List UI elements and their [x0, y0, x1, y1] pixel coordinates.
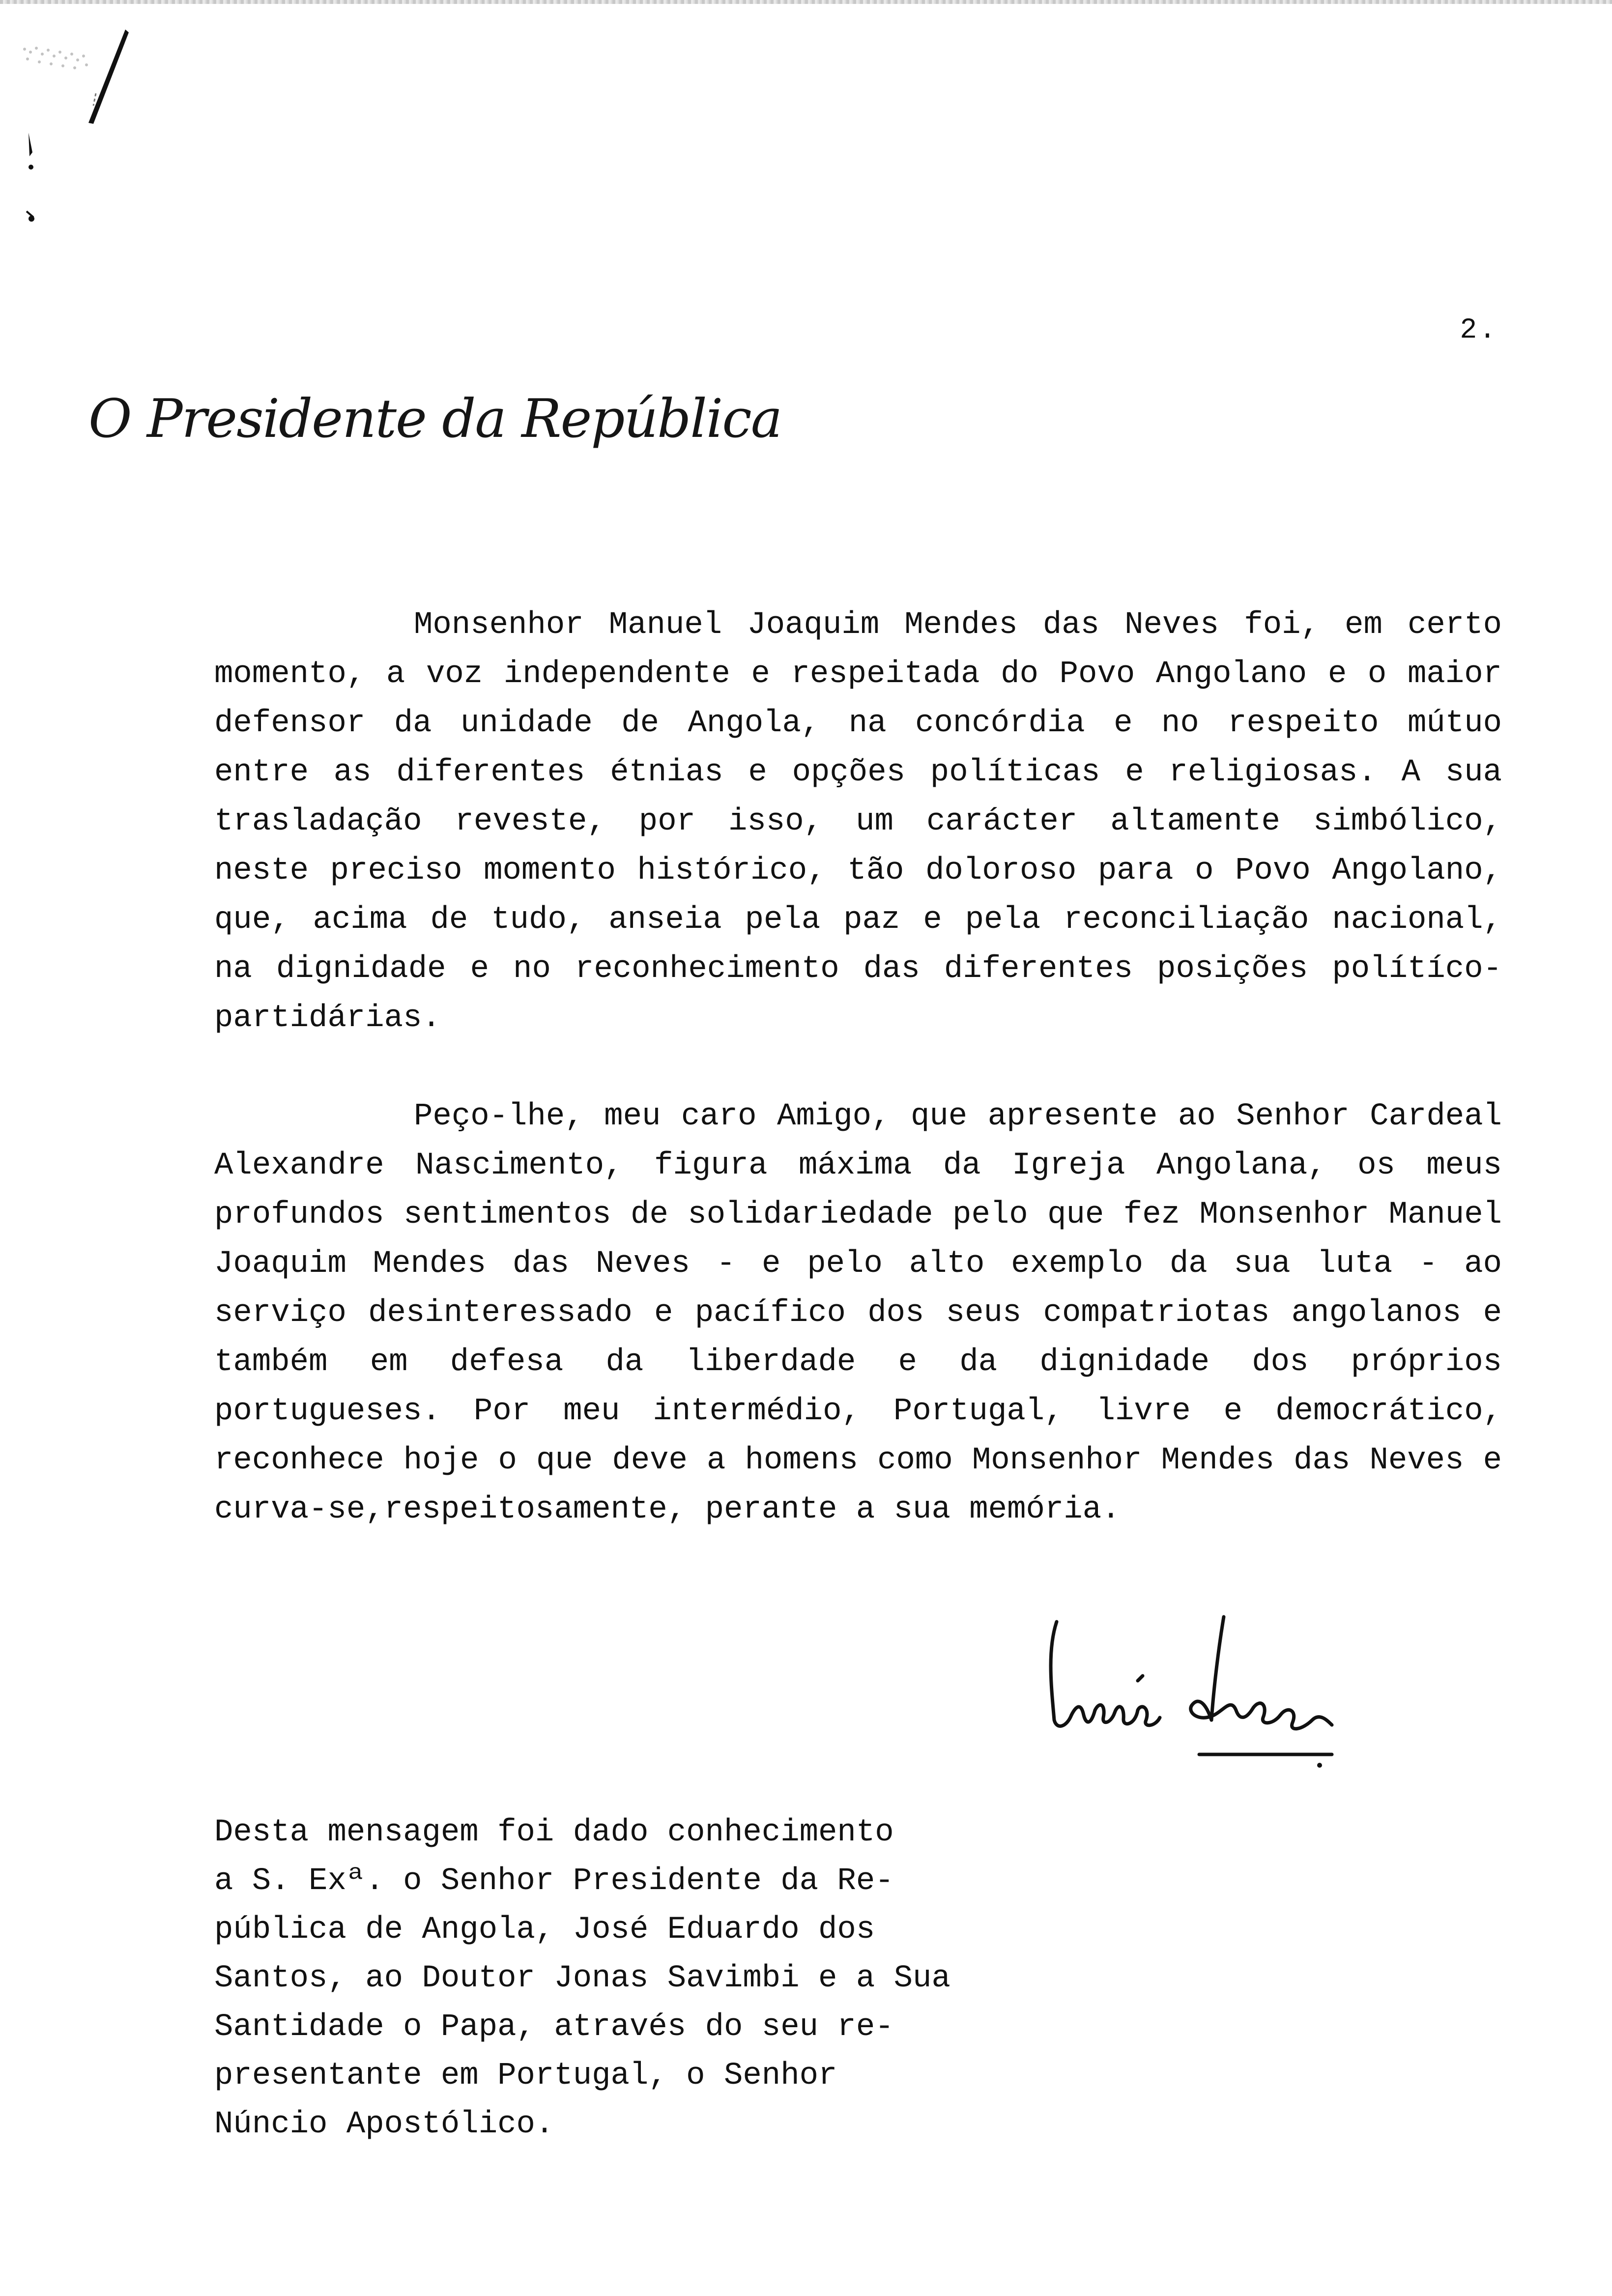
distribution-note [214, 1808, 1050, 2149]
handwritten-signature [1037, 1607, 1342, 1769]
body-paragraph: Peço-lhe, meu caro Amigo, que apresente ao Senhor Cardeal Alexandre Nascimento, figura máxima da Igreja Angolana, os meus profundos sentimentos de solidariedade pelo que fez Monsenhor Manuel Joaquim Mendes das Neves - e pelo alto exemplo da sua luta - ao serviço desinteressado e pacífico dos seus compatriotas angolanos e também em defesa da liberdade e da dignidade dos próprios portugueses. Por meu intermédio, Portugal, livre e democrático, reconhece hoje o que deve a homens como Monsenhor Mendes das Neves e curva-se,respeitosamente, perante a sua memória. [214, 1099, 1502, 1527]
distribution-note-line: a S. Exª. o Senhor Presidente da Re- [214, 1864, 894, 1899]
letterhead-script: O Presidente da República [88, 388, 782, 450]
body-paragraph: Monsenhor Manuel Joaquim Mendes das Neves foi, em certo momento, a voz independente e respeitada do Povo Angolano e o maior defensor da unidade de Angola, na concórdia e no respeito mútuo entre as diferentes étnias e opções políticas e religiosas. A sua trasladação reveste, por isso, um carácter altamente simbólico, neste preciso momento histórico, tão doloroso para o Povo Angolano, que, acima de tudo, anseia pela paz e pela reconciliação nacional, na dignidade e no reconhecimento das diferentes posições polítíco-partidárias. [214, 607, 1502, 1036]
distribution-note-line: presentante em Portugal, o Senhor [214, 2058, 837, 2094]
distribution-note-line: pública de Angola, José Eduardo dos [214, 1912, 875, 1948]
distribution-note-line: Santidade o Papa, através do seu re- [214, 2009, 894, 2045]
scan-corner-marks [15, 20, 143, 241]
letterhead [88, 388, 782, 457]
distribution-note-line: Santos, ao Doutor Jonas Savimbi e a Sua [214, 1961, 950, 1996]
distribution-note-line: Desta mensagem foi dado conhecimento [214, 1815, 894, 1850]
scan-edge-artifact [0, 0, 1612, 4]
page-number: 2. [1460, 315, 1498, 346]
distribution-note-line: Núncio Apostólico. [214, 2107, 554, 2142]
